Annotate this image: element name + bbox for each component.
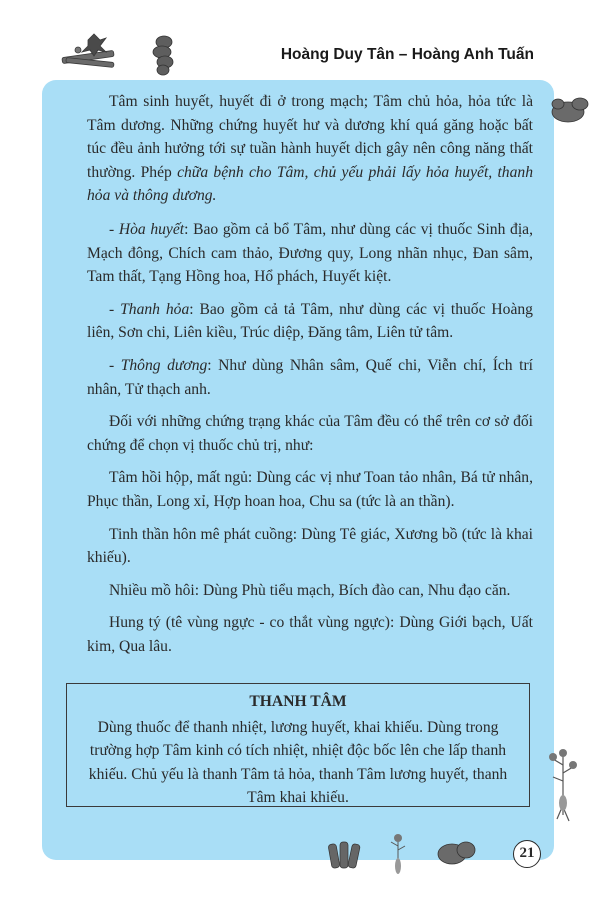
ginger-slice-icon bbox=[434, 836, 478, 870]
paragraph-insomnia: Tâm hồi hộp, mất ngủ: Dùng các vị như Toan tảo nhân, Bá tử nhân, Phục thần, Long xỉ, Hợp hoan hoa, Chu sa (tức là an thần). bbox=[87, 469, 533, 510]
box-title: THANH TÂM bbox=[249, 693, 347, 710]
paragraph-sweating: Nhiều mồ hôi: Dùng Phù tiểu mạch, Bích đào can, Nhu đạo căn. bbox=[109, 581, 511, 599]
page-number: 21 bbox=[513, 840, 541, 868]
thanh-tam-box bbox=[66, 683, 530, 807]
ginger-root-icon bbox=[548, 92, 592, 128]
root-plant-icon bbox=[385, 832, 411, 878]
paragraph-mania: Tinh thần hôn mê phát cuồng: Dùng Tê giác, Xương bồ (tức là khai khiếu). bbox=[87, 525, 533, 567]
paragraph-intro: Tâm sinh huyết, huyết đi ở trong mạch; Tâm chủ hỏa, hỏa tức là Tâm dương. Những chứng huyết hư và dương khí quá găng hoặc bất túc đều ảnh hưởng tới sự tuần hành huyết dịch gây nên công năng thất thường. Phép chữa bệnh cho Tâm, chủ yếu phải lấy hỏa huyết, thanh hỏa và thông dương. bbox=[87, 93, 533, 205]
herb-roots-icon bbox=[326, 838, 366, 872]
ginseng-plant-icon bbox=[545, 745, 581, 825]
paragraph-chest: Hung tý (tê vùng ngực - co thắt vùng ngực): Dùng Giới bạch, Uất kim, Qua lâu. bbox=[87, 614, 533, 655]
header-author: Hoàng Duy Tân – Hoàng Anh Tuấn bbox=[280, 46, 534, 63]
body-text bbox=[87, 90, 533, 658]
paragraph-thong-duong: - Thông dương: Như dùng Nhân sâm, Quế chi, Viễn chí, Ích trí nhân, Tử thạch anh. bbox=[87, 356, 533, 398]
paragraph-other-symptoms: Đối với những chứng trạng khác của Tâm đều có thể trên cơ sở đối chứng để chọn vị thuốc chủ trị, như: bbox=[87, 413, 533, 454]
paragraph-thanh-hoa: - Thanh hỏa: Bao gồm cả tả Tâm, như dùng các vị thuốc Hoàng liên, Sơn chi, Liên kiều, Trúc diệp, Đăng tâm, Liên tử tâm. bbox=[87, 300, 533, 342]
paragraph-hoa-huyet: - Hòa huyết: Bao gồm cả bổ Tâm, như dùng các vị thuốc Sinh địa, Mạch đông, Chích cam thảo, Đương quy, Long nhãn nhục, Đan sâm, Tam thất, Tạng Hồng hoa, Hổ phách, Huyết kiệt. bbox=[87, 220, 533, 286]
box-text: Dùng thuốc để thanh nhiệt, lương huyết, khai khiếu. Dùng trong trường hợp Tâm kinh có tích nhiệt, nhiệt độc bốc lên che lấp thanh khiếu. Chủ yếu là thanh Tâm tả hỏa, thanh Tâm lương huyết, thanh Tâm khai khiếu. bbox=[88, 718, 508, 807]
mushroom-icon bbox=[150, 34, 178, 76]
